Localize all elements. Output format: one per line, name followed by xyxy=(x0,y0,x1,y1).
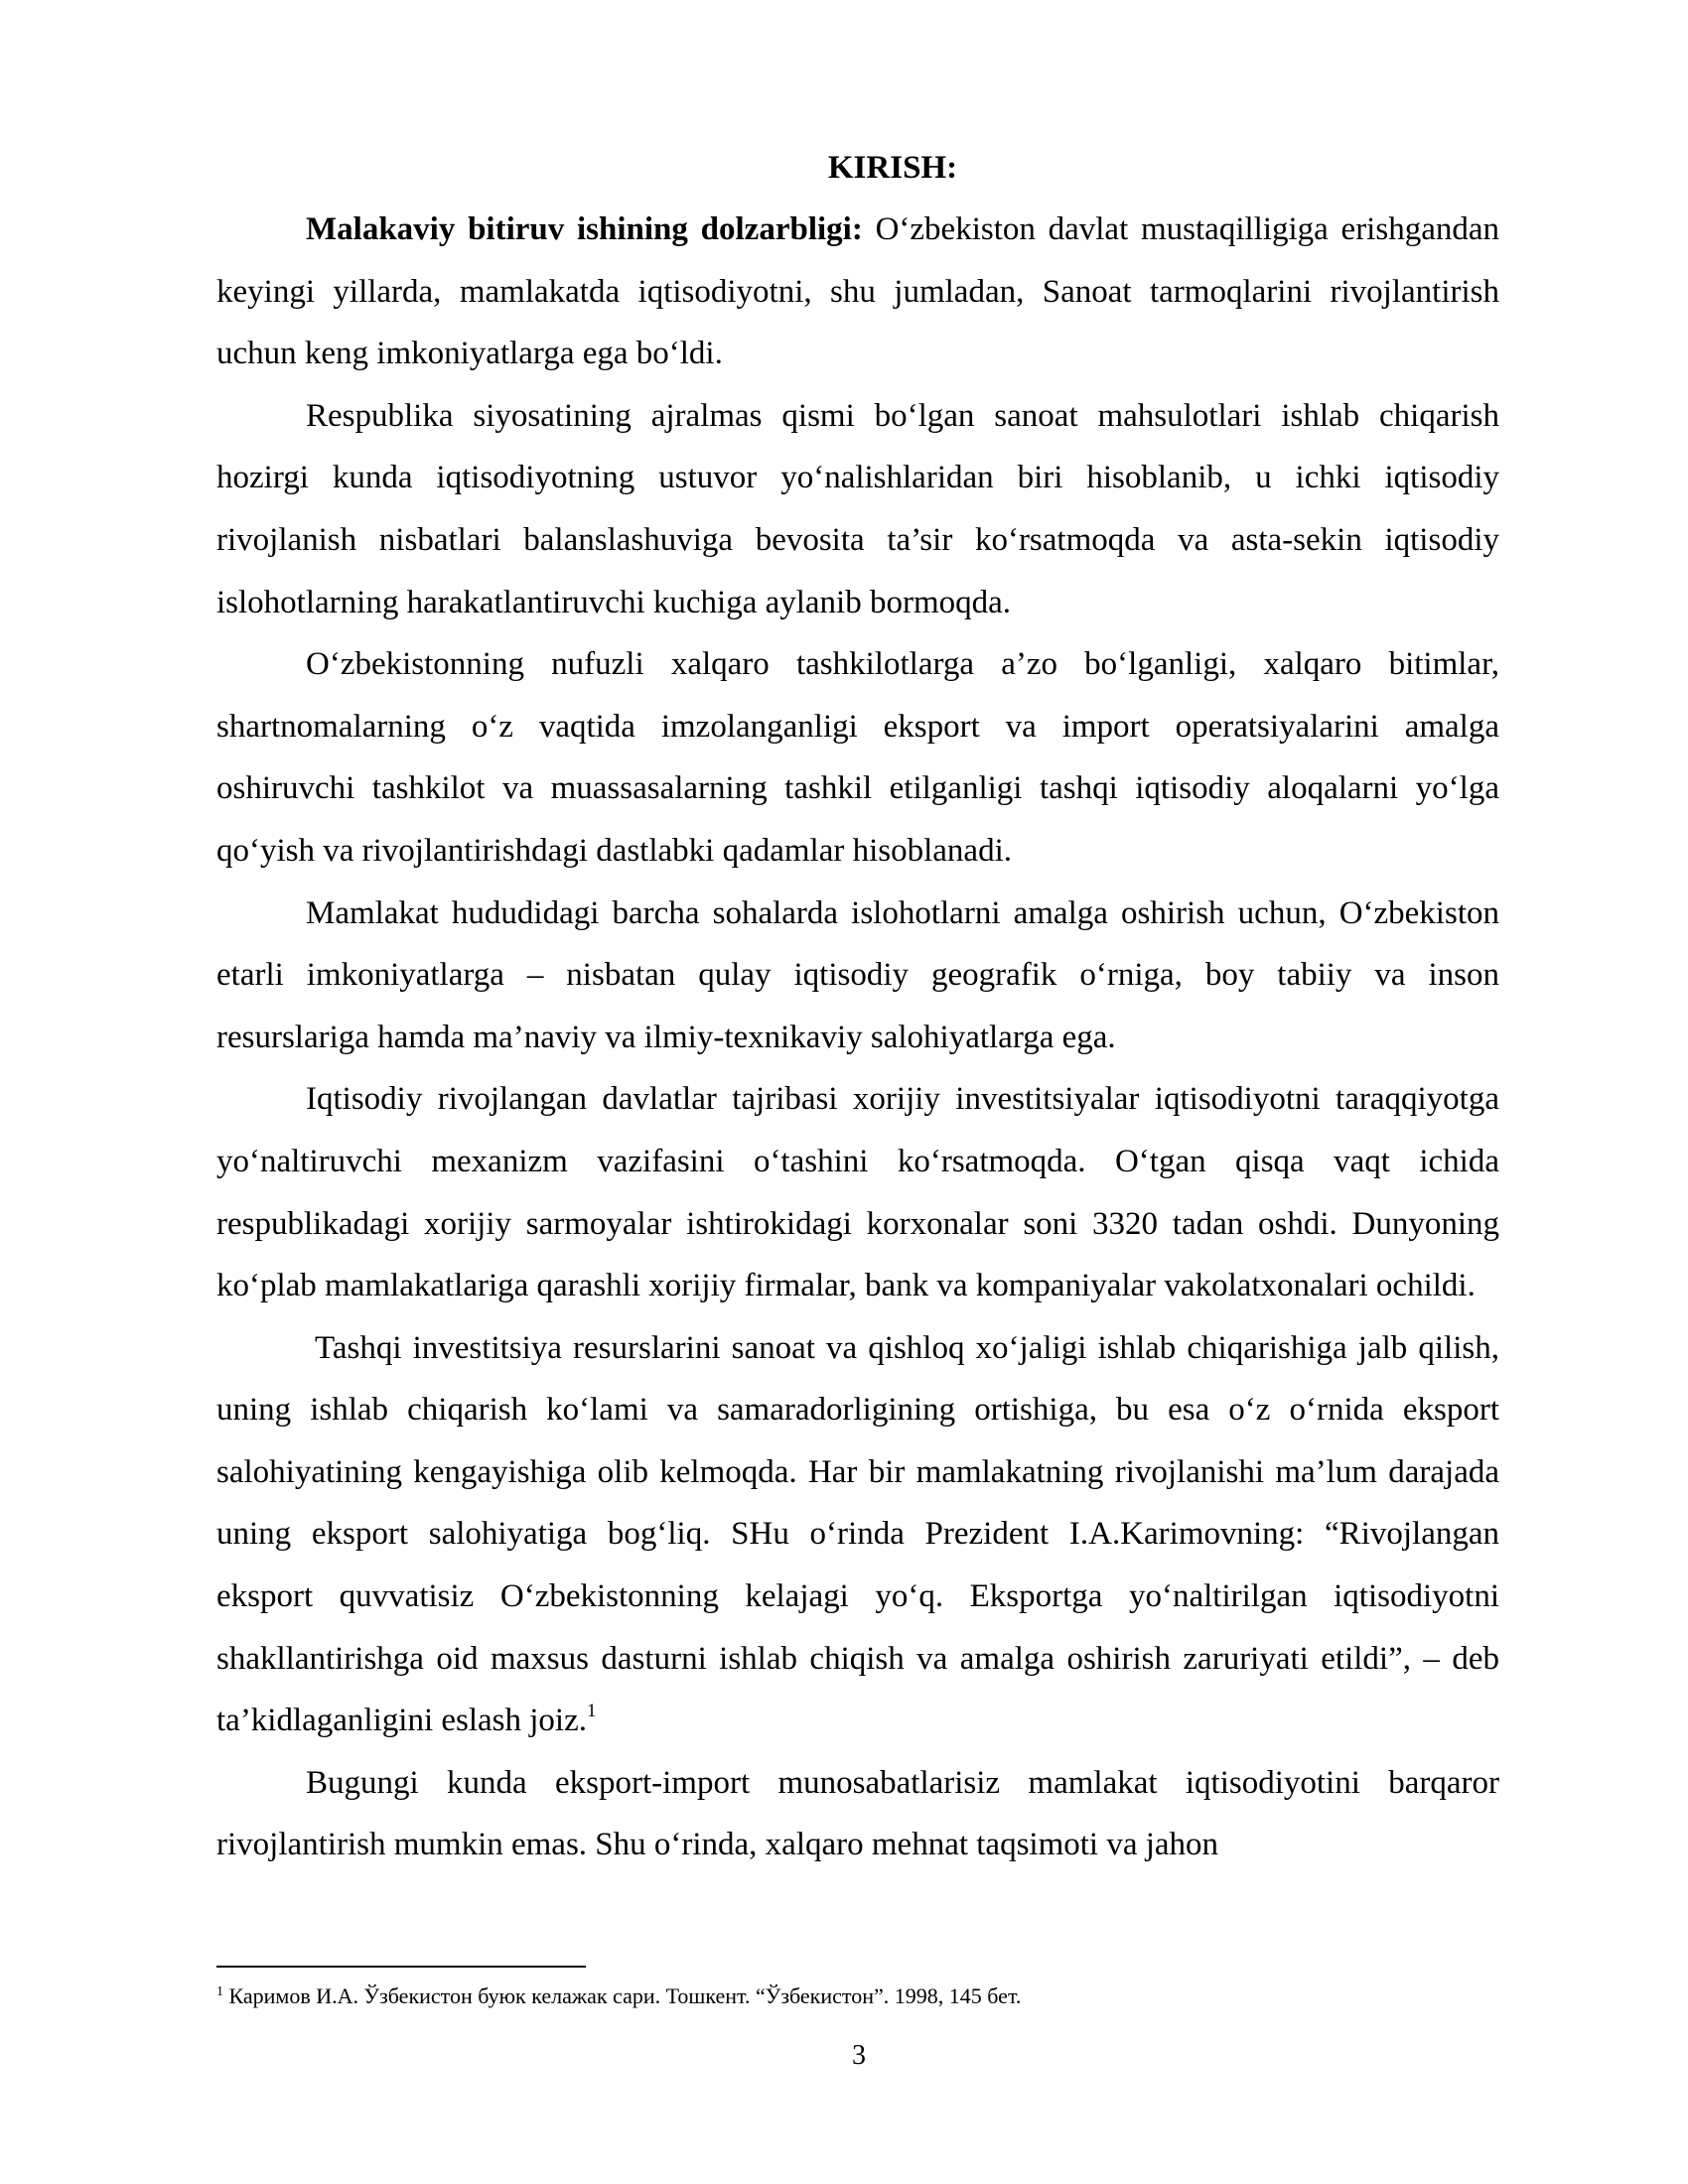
document-body xyxy=(216,137,1499,1876)
footnote-marker: 1 xyxy=(216,1984,223,1999)
footnote xyxy=(216,1981,1021,2011)
paragraph-5: Iqtisodiy rivojlangan davlatlar tajribasi xorijiy investitsiyalar iqtisodiyotni taraqqiyotga yo‘naltiruvchi mexanizm vazifasini o‘tashini ko‘rsatmoqda. O‘tgan qisqa vaqt ichida respublikadagi xorijiy sarmoyalar ishtirokidagi korxonalar soni 3320 tadan oshdi. Dunyoning ko‘plab mamlakatlariga qarashli xorijiy firmalar, bank va kompaniyalar vakolatxonalari ochildi. xyxy=(216,1081,1499,1304)
paragraph-3: O‘zbekistonning nufuzli xalqaro tashkilotlarga a’zo bo‘lganligi, xalqaro bitimlar, shartnomalarning o‘z vaqtida imzolanganligi eksport va import operatsiyalarini amalga oshiruvchi tashkilot va muassasalarning tashkil etilganligi tashqi iqtisodiy aloqalarni yo‘lga qo‘yish va rivojlantirishdagi dastlabki qadamlar hisoblanadi. xyxy=(216,646,1499,869)
paragraph-6-text: Tashqi investitsiya resurslarini sanoat va qishloq xo‘jaligi ishlab chiqarishiga jalb qilish, uning ishlab chiqarish ko‘lami va samaradorligining ortishiga, bu esa o‘z o‘rnida eksport salohiyatining kengayishiga olib kelmoqda. Har bir mamlakatning rivojlanishi ma’lum darajada uning eksport salohiyatiga bog‘liq. SHu o‘rinda Prezident I.A.Karimovning: “Rivojlangan eksport quvvatisiz O‘zbekistonning kelajagi yo‘q. Eksportga yo‘naltirilgan iqtisodiyotni shakllantirishga oid maxsus dasturni ishlab chiqish va amalga oshirish zaruriyati etildi”, – deb ta’kidlaganligini eslash joiz. xyxy=(216,1329,1499,1739)
paragraph-6 xyxy=(216,1317,1499,1752)
footnote-reference[interactable]: 1 xyxy=(587,1701,597,1722)
relevance-label: Malakaviy bitiruv ishining dolzarbligi: xyxy=(306,211,863,247)
paragraph-4: Mamlakat hududidagi barcha sohalarda islohotlarni amalga oshirish uchun, O‘zbekiston etarli imkoniyatlarga – nisbatan qulay iqtisodiy geografik o‘rniga, boy tabiiy va inson resurslariga hamda ma’naviy va ilmiy-texnikaviy salohiyatlarga ega. xyxy=(216,894,1499,1055)
relevance-text: O‘zbekiston davlat mustaqilligiga erishgandan keyingi yillarda, mamlakatda iqtisodiyotni, shu jumladan, Sanoat tarmoqlarini rivojlantirish uchun keng imkoniyatlarga ega bo‘ldi. xyxy=(216,211,1499,372)
section-heading: KIRISH: xyxy=(827,150,958,186)
paragraph-relevance xyxy=(216,199,1499,385)
footnote-separator xyxy=(216,1966,586,1968)
paragraph-2: Respublika siyosatining ajralmas qismi bo‘lgan sanoat mahsulotlari ishlab chiqarish hozirgi kunda iqtisodiyotning ustuvor yo‘nalishlaridan biri hisoblanib, u ichki iqtisodiy rivojlanish nisbatlari balanslashuviga bevosita ta’sir ko‘rsatmoqda va asta-sekin iqtisodiy islohotlarning harakatlantiruvchi kuchiga aylanib bormoqda. xyxy=(216,397,1499,620)
page-number: 3 xyxy=(852,2040,866,2071)
paragraph-7: Bugungi kunda eksport-import munosabatlarisiz mamlakat iqtisodiyotini barqaror rivojlantirish mumkin emas. Shu o‘rinda, xalqaro mehnat taqsimoti va jahon xyxy=(216,1764,1499,1863)
footnote-text: Каримов И.А. Ўзбекистон буюк келажак сари. Тошкент. “Ўзбекистон”. 1998, 145 бет. xyxy=(223,1983,1022,2008)
